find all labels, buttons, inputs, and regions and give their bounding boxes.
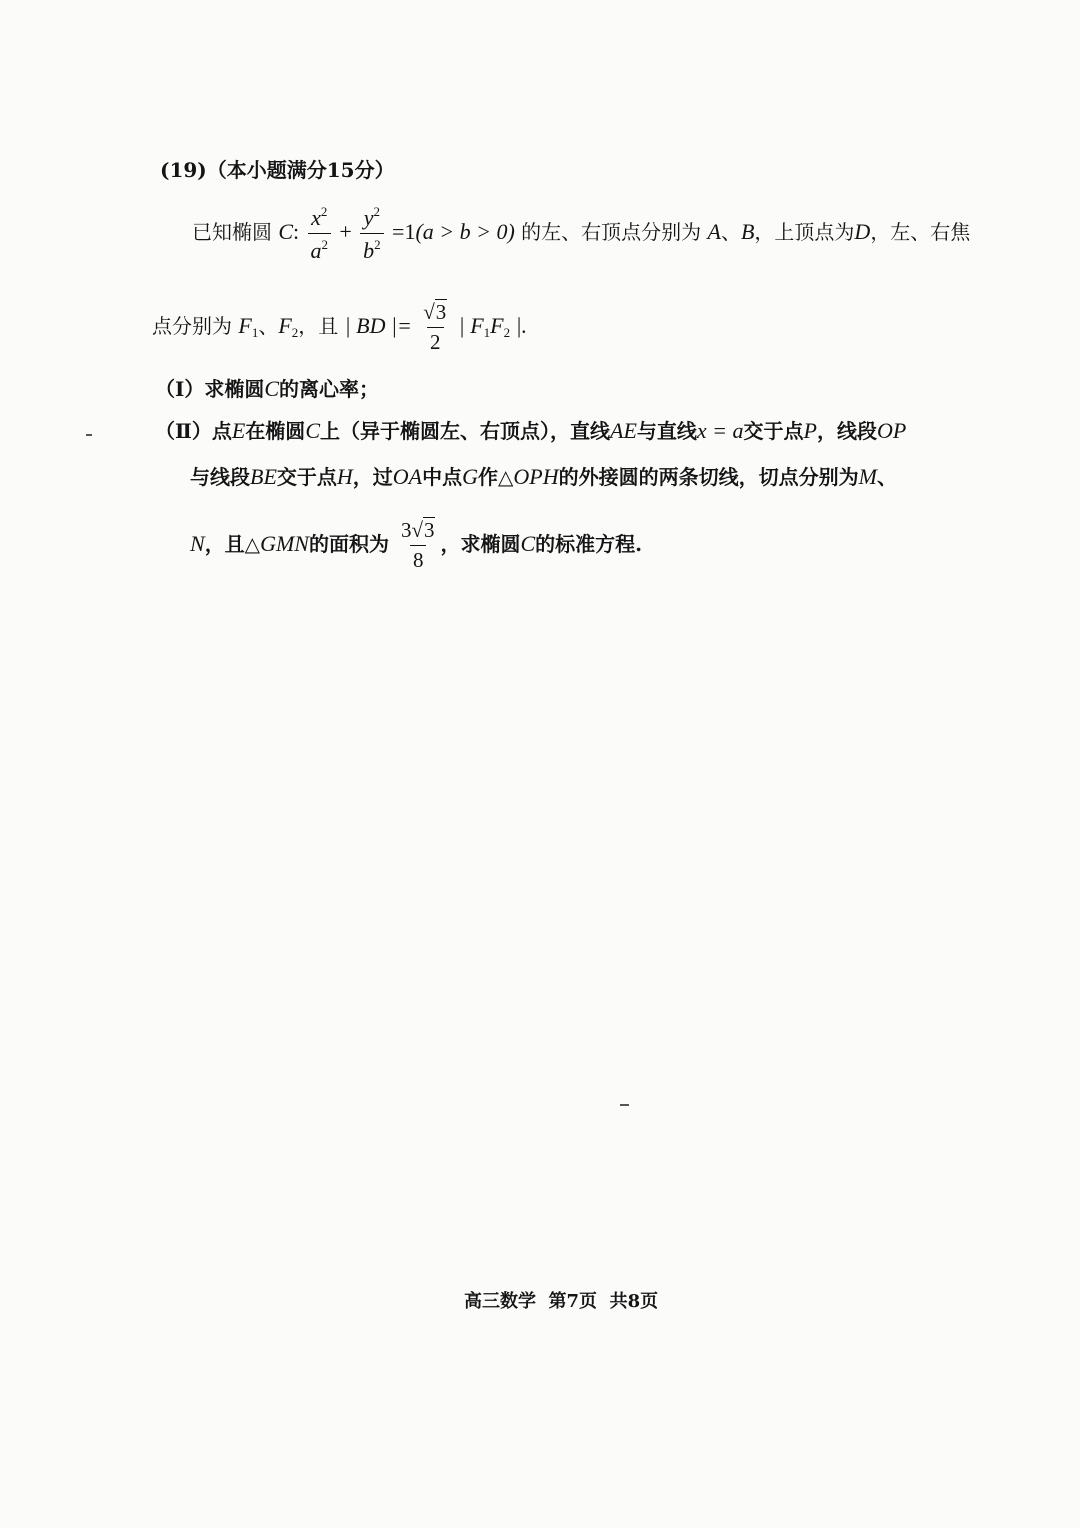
math-var: BE — [250, 464, 277, 489]
exponent: 2 — [321, 237, 329, 252]
part-text: 的外接圆的两条切线，切点分别为 — [558, 465, 859, 489]
stem-text: 点分别为 — [152, 314, 232, 338]
math-var: b — [363, 238, 375, 263]
part-text: ，且△ — [204, 532, 261, 556]
question-header — [160, 160, 395, 180]
stem-line-2 — [152, 302, 527, 353]
part-text: 在椭圆 — [245, 419, 306, 443]
math-abs-bd: | BD |= — [344, 313, 412, 338]
part-text: 点 — [211, 419, 232, 443]
part-2-line-1 — [155, 420, 906, 442]
part-text: 交于点 — [743, 419, 804, 443]
fraction-y2-b2 — [360, 205, 384, 262]
math-var: OPH — [513, 464, 559, 489]
part-text: ，过 — [352, 465, 393, 489]
coefficient: 3 — [400, 518, 412, 542]
stem-text: 的左、右顶点分别为 — [521, 220, 702, 244]
radicand: 3 — [423, 518, 435, 542]
math-F2: $F_2$ — [278, 313, 299, 340]
part-text: 与直线 — [636, 419, 697, 443]
part-text: ，线段 — [816, 419, 877, 443]
part-text: ，求椭圆 — [440, 532, 521, 556]
denominator: 2 — [427, 327, 444, 353]
part-text: 的标准方程. — [535, 532, 643, 556]
part-2-line-3 — [190, 520, 642, 571]
math-var: y — [363, 205, 374, 230]
scan-speck — [620, 1104, 629, 1106]
exponent: 2 — [374, 237, 381, 252]
part-2-line-2 — [190, 466, 897, 488]
fraction-3sqrt3-8: $\frac{3√3}{8}$ — [400, 518, 435, 572]
stem-text: 已知椭圆 — [192, 220, 272, 244]
math-var: H — [336, 464, 353, 489]
math-var: D — [854, 219, 871, 244]
math-abs-f1f2: | $F_1F_2$ |. — [458, 313, 528, 340]
part-text: 中点 — [422, 465, 463, 489]
math-symbol: + — [339, 219, 352, 244]
math-var: E — [231, 418, 246, 443]
scan-speck — [86, 434, 92, 436]
denominator: 8 — [410, 545, 427, 571]
math-expr: x = a — [696, 418, 744, 443]
math-var: N — [190, 531, 205, 556]
math-var: P — [803, 418, 817, 443]
math-var: a — [310, 238, 322, 263]
math-var: B — [740, 219, 755, 244]
stem-text: ，左、右焦 — [870, 220, 971, 244]
stem-text: 、 — [258, 314, 279, 338]
question-number: (19) — [160, 158, 207, 182]
math-var: C — [278, 219, 294, 244]
question-points: （本小题满分15分） — [206, 158, 395, 182]
stem-text: ，且 — [298, 314, 339, 338]
math-var: A — [707, 219, 721, 244]
math-var: C — [520, 531, 536, 556]
fraction-sqrt3-2: $\frac{√3}{2}$ — [423, 300, 447, 354]
math-var: C — [305, 418, 320, 443]
part-label: （Ⅰ） — [155, 377, 205, 401]
math-var: x — [311, 205, 321, 230]
math-var: G — [462, 464, 478, 489]
stem-text: ，上顶点为 — [754, 220, 855, 244]
exponent: 2 — [373, 204, 381, 219]
stem-line-1 — [192, 205, 970, 262]
part-text: 作△ — [478, 465, 514, 489]
part-text: 交于点 — [276, 465, 337, 489]
part-text: 的面积为 — [308, 532, 389, 556]
part-text: 与线段 — [190, 465, 250, 489]
part-text: 上（异于椭圆左、右顶点），直线 — [320, 419, 610, 443]
math-symbol: =1 — [392, 219, 416, 244]
math-var: C — [264, 376, 280, 401]
radicand: 3 — [435, 300, 447, 324]
math-var: GMN — [260, 531, 309, 556]
part-text: 求椭圆 — [204, 377, 265, 401]
fraction-x2-a2 — [308, 205, 332, 262]
exponent: 2 — [320, 204, 328, 219]
part-label: （Ⅱ） — [155, 419, 212, 443]
part-text: 、 — [876, 465, 897, 489]
math-var: AE — [610, 418, 637, 443]
math-symbol: : — [293, 219, 300, 244]
stem-text: 、 — [720, 220, 741, 244]
math-condition: (a > b > 0) — [415, 219, 515, 244]
math-var: OA — [392, 464, 423, 489]
math-var: M — [858, 464, 877, 489]
math-F1: $F_1$ — [238, 313, 259, 340]
math-var: OP — [876, 418, 907, 443]
part-1 — [155, 378, 379, 400]
part-text: 的离心率； — [279, 377, 380, 401]
page-footer: 高三数学 第7页 共8页 — [464, 1291, 659, 1312]
